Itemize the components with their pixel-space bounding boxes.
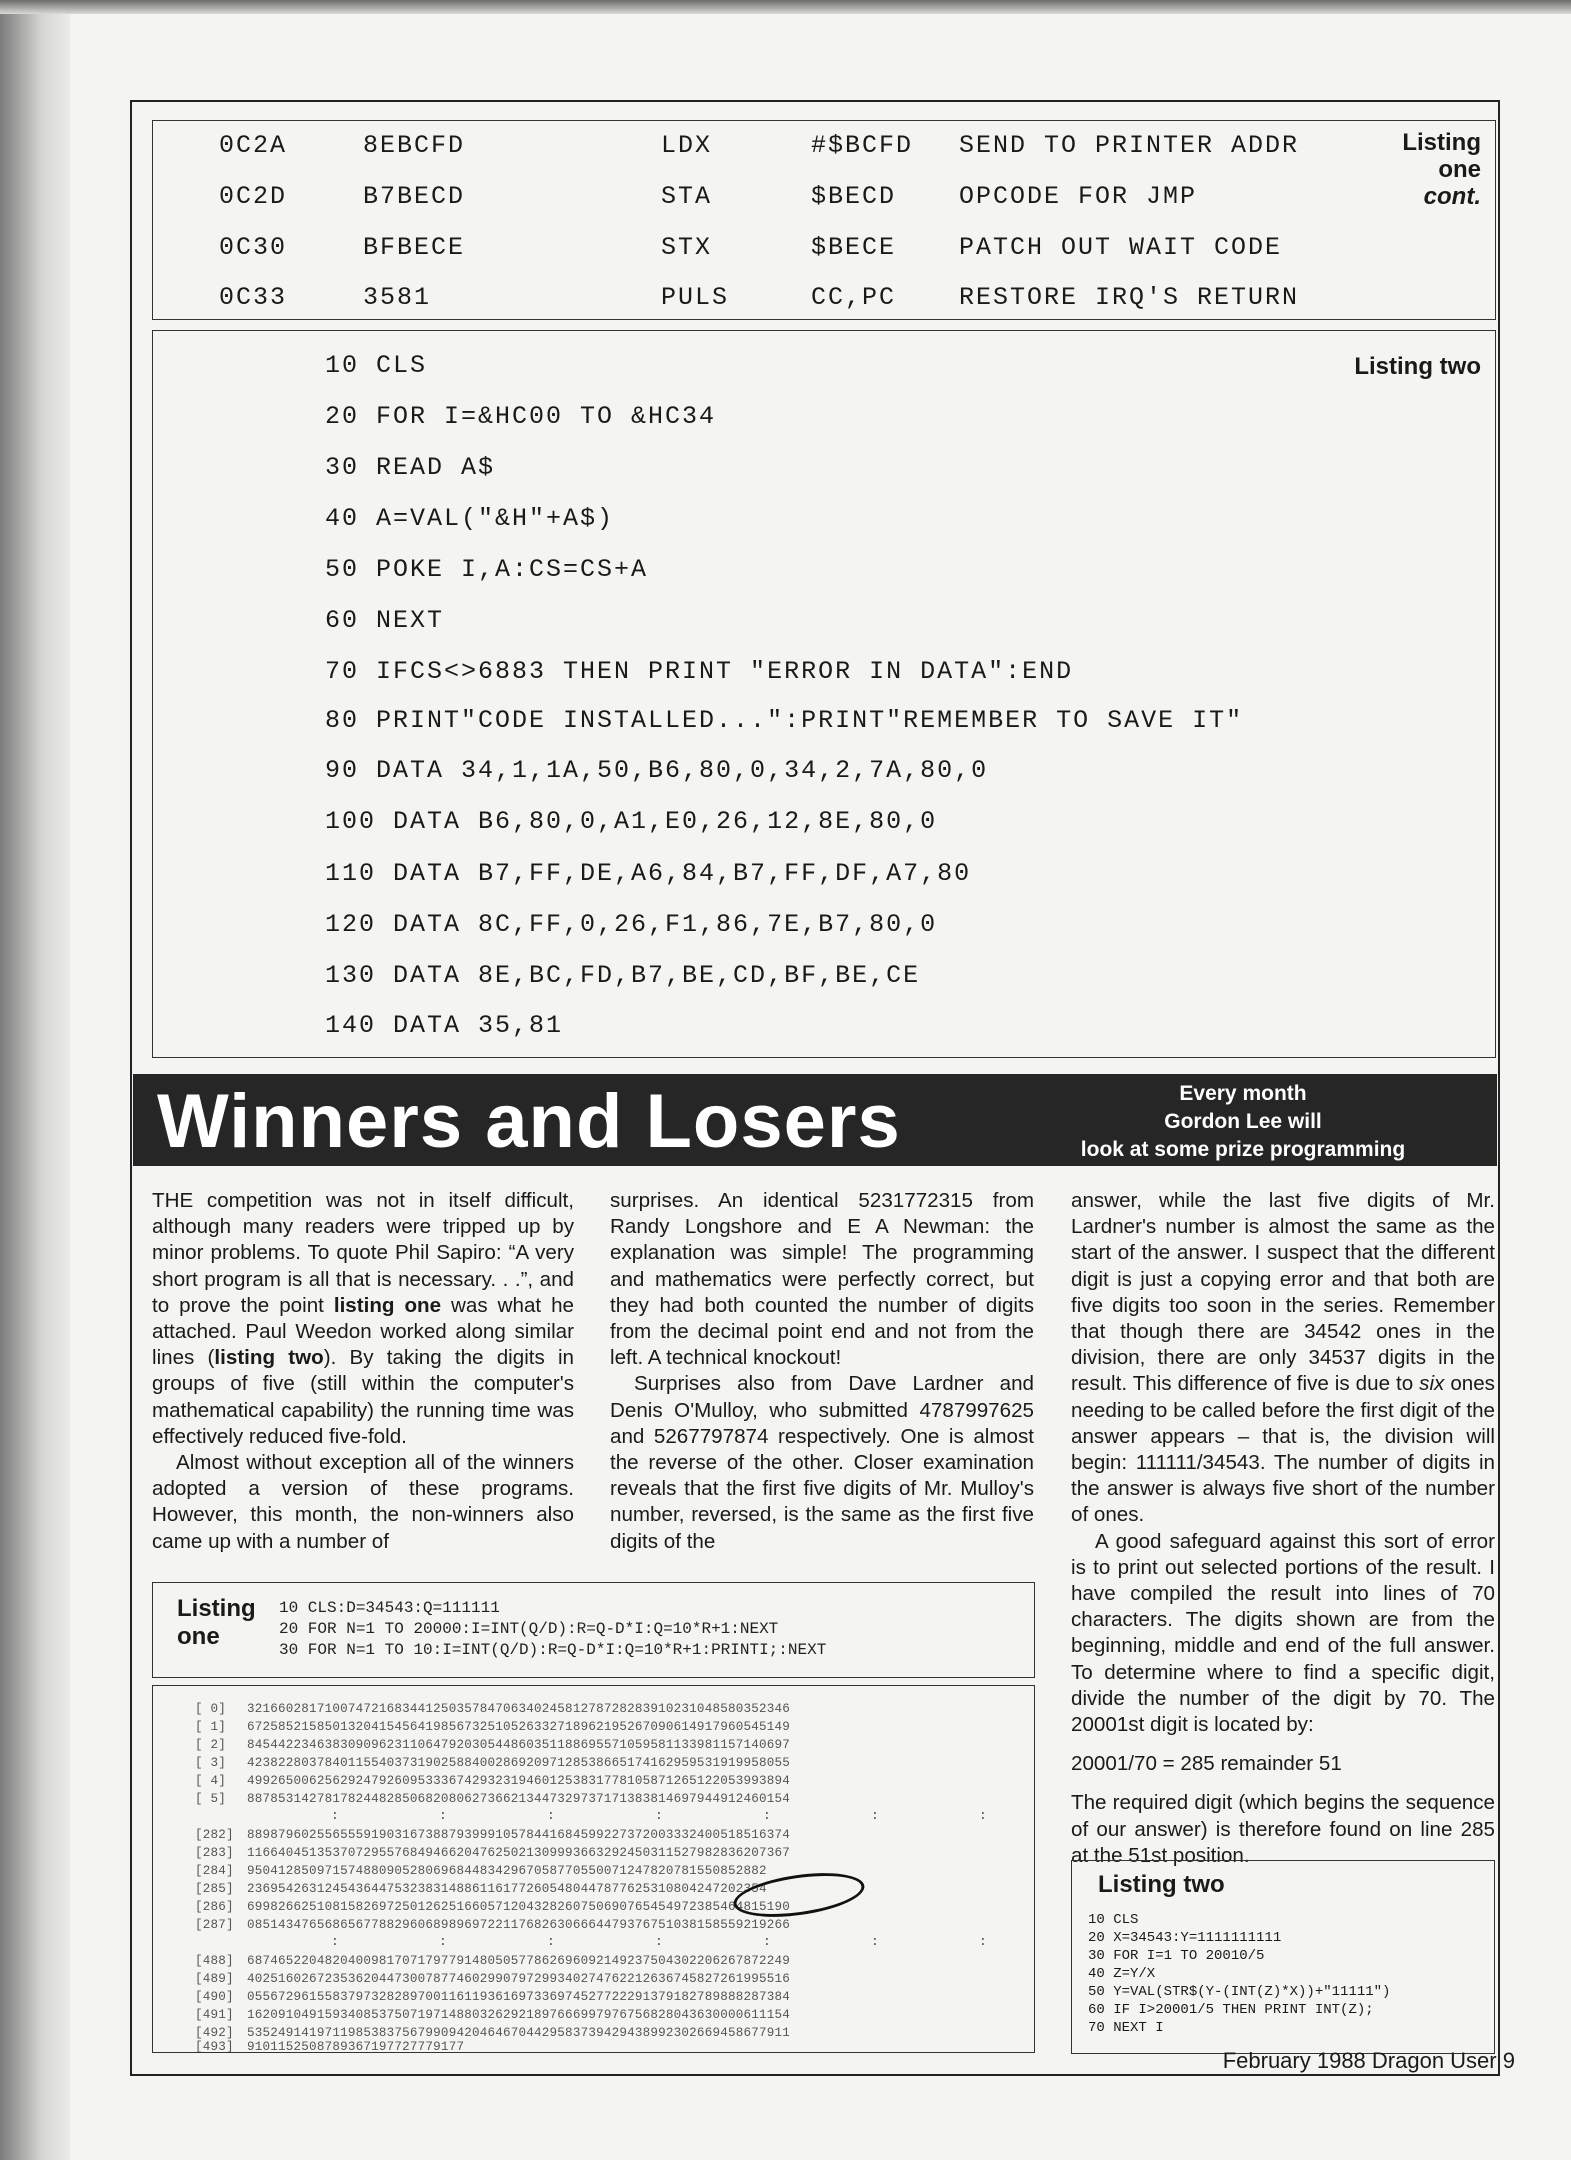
basic-line: 90 DATA 34,1,1A,50,B6,80,0,34,2,7A,80,0 xyxy=(325,756,989,785)
basic-line: 80 PRINT"CODE INSTALLED...":PRINT"REMEMBER TO SAVE IT" xyxy=(325,706,1244,735)
basic-line: 10 CLS xyxy=(1088,1912,1139,1928)
row-digits: 9101152508789367197727779177 xyxy=(247,2040,465,2053)
book-spine-shadow xyxy=(0,0,70,2160)
table-row xyxy=(195,1756,790,1770)
basic-line: 50 POKE I,A:CS=CS+A xyxy=(325,555,649,584)
asm-code: 8EBCFD xyxy=(363,131,466,160)
asm-opcode: STX xyxy=(661,233,713,262)
standfirst-line: Every month xyxy=(1179,1082,1307,1105)
table-row xyxy=(195,1792,790,1806)
row-digits: 8878531427817824482850682080627366213447329737171383814697944912460154 xyxy=(247,1792,791,1806)
table-row xyxy=(195,2026,790,2040)
row-digits: 4025160267235362044730078774602990797299340274762212636745827261995516 xyxy=(247,1972,791,1986)
row-digits: 6998266251081582697250126251660571204328260750690765454972385464815190 xyxy=(247,1900,791,1914)
table-row xyxy=(195,1828,790,1842)
text-run: was what he attached. Paul Weedon worked along similar lines ( xyxy=(152,1293,574,1370)
asm-address: 0C2D xyxy=(219,182,288,211)
table-row xyxy=(195,1846,790,1860)
basic-line: 50 Y=VAL(STR$(Y-(INT(Z)*X))+"11111") xyxy=(1088,1984,1391,2000)
paragraph: A good safeguard against this sort of error is to print out selected portions of the result. I have compiled the result into lines of 70 characters. The digits shown are from the beginning, middle and end of the full answer. To determine where to find a specific digit, divide the number of the digit by 70. The 20001st digit is located by: xyxy=(1071,1529,1495,1737)
row-digits: 4992650062562924792609533367429323194601253831778105871265122053993894 xyxy=(247,1774,791,1788)
row-digits: 4238228037840115540373190258840028692097128538665174162959531919958055 xyxy=(247,1756,791,1770)
asm-argument: #$BCFD xyxy=(811,131,914,160)
row-digits: 0556729615583797328289700116119361697336974527722291379182789888287384 xyxy=(247,1990,791,2004)
basic-line: 60 NEXT xyxy=(325,606,445,635)
label-line: one xyxy=(177,1623,220,1650)
asm-comment: PATCH OUT WAIT CODE xyxy=(959,233,1283,262)
basic-line: 20 FOR I=&HC00 TO &HC34 xyxy=(325,402,717,431)
asm-opcode: PULS xyxy=(661,283,730,312)
text-run: answer, while the last five digits of Mr. Lardner's number is almost the same as the start of the answer. I suspect that the different digit is just a copying error and that both are five digits too soon in the series. Remember that though there are 34542 ones in the division, there are only 34537 digits in the result. This difference of five is due to xyxy=(1071,1189,1495,1396)
table-row xyxy=(195,1864,767,1878)
label-line: Listing xyxy=(1402,129,1481,156)
row-index: [ 4] xyxy=(195,1774,227,1788)
basic-line: 30 FOR N=1 TO 10:I=INT(Q/D):R=Q-D*I:Q=10*R+1:PRINTI;:NEXT xyxy=(279,1641,827,1659)
row-digits: 5352491419711985383756799094204646704429583739429438992302669458677911 xyxy=(247,2026,791,2040)
asm-argument: $BECD xyxy=(811,182,897,211)
basic-line: 20 FOR N=1 TO 20000:I=INT(Q/D):R=Q-D*I:Q=10*R+1:NEXT xyxy=(279,1620,779,1638)
row-index: [284] xyxy=(195,1864,234,1878)
listing-reference: listing two xyxy=(214,1346,324,1370)
paragraph: Surprises also from Dave Lardner and Denis O'Mulloy, who submitted 4787997625 and 5267797874 respectively. One is almost the reverse of the other. Closer examination reveals that the first five digits of Mr. Mulloy's number, reversed, is the same as the first five digits of the xyxy=(610,1372,1034,1553)
row-index: [282] xyxy=(195,1828,234,1842)
row-digits: 2369542631245436447532383148861161772605480447877625310804247202354 xyxy=(247,1882,767,1896)
paragraph: Almost without exception all of the winners adopted a version of these programs. However, this month, the non-winners also came up with a number of xyxy=(152,1451,574,1553)
row-index: [491] xyxy=(195,2008,234,2022)
asm-argument: $BECE xyxy=(811,233,897,262)
listing-two-label: Listing two xyxy=(1354,353,1481,380)
article-column-2 xyxy=(610,1188,1034,1555)
row-index: [283] xyxy=(195,1846,234,1860)
equation: 20001/70 = 285 remainder 51 xyxy=(1071,1752,1342,1776)
row-digits: 1620910491593408537507197148803262921897666997976756828043630000611154 xyxy=(247,2008,791,2022)
text-run: ones needing to be called before the first digit of the answer appears – that is, the division will begin: 111111/34543. The number of digits in the answer is always five short of the number of ones. xyxy=(1071,1372,1495,1527)
paragraph xyxy=(1071,1188,1495,1529)
row-index: [286] xyxy=(195,1900,234,1914)
basic-line: 10 CLS:D=34543:Q=111111 xyxy=(279,1599,500,1617)
listing-one-label xyxy=(177,1595,256,1651)
asm-address: 0C2A xyxy=(219,131,288,160)
row-index: [ 3] xyxy=(195,1756,227,1770)
article-title: Winners and Losers xyxy=(157,1079,901,1164)
paragraph xyxy=(152,1188,574,1450)
asm-address: 0C33 xyxy=(219,283,288,312)
basic-line: 70 NEXT I xyxy=(1088,2020,1164,2036)
table-row xyxy=(195,1954,790,1968)
asm-comment: RESTORE IRQ'S RETURN xyxy=(959,283,1300,312)
article-banner xyxy=(133,1074,1497,1166)
row-digits: 8898796025565559190316738879399910578441684599227372003332400518516374 xyxy=(247,1828,791,1842)
asm-argument: CC,PC xyxy=(811,283,897,312)
page-footer xyxy=(1223,2048,1515,2074)
row-digits: 6725852158501320415456419856732510526332718962195267090614917960545149 xyxy=(247,1720,791,1734)
top-shadow xyxy=(0,0,1571,14)
basic-line: 40 Z=Y/X xyxy=(1088,1966,1156,1982)
basic-line: 30 FOR I=1 TO 20010/5 xyxy=(1088,1948,1265,1964)
table-row xyxy=(195,1918,790,1932)
basic-line: 40 A=VAL("&H"+A$) xyxy=(325,504,615,533)
standfirst-line: look at some prize programming xyxy=(1080,1138,1406,1161)
listing-one-box xyxy=(152,1582,1035,1678)
basic-line: 120 DATA 8C,FF,0,26,F1,86,7E,B7,80,0 xyxy=(325,910,938,939)
row-digits: 8454422346383090962311064792030544860351188695571059581133981157140697 xyxy=(247,1738,791,1752)
table-row xyxy=(195,1720,790,1734)
row-index: [ 0] xyxy=(195,1702,227,1716)
basic-line: 70 IFCS<>6883 THEN PRINT "ERROR IN DATA":END xyxy=(325,657,1074,686)
table-row xyxy=(195,1900,790,1914)
asm-opcode: LDX xyxy=(661,131,713,160)
row-index: [ 5] xyxy=(195,1792,227,1806)
paragraph: surprises. An identical 5231772315 from Randy Longshore and E A Newman: the explanation was simple! The programming and mathematics were perfectly correct, but they had both counted the number of digits from the decimal point end and not from the left. A technical knockout! xyxy=(610,1189,1034,1370)
basic-line: 110 DATA B7,FF,DE,A6,84,B7,FF,DF,A7,80 xyxy=(325,859,972,888)
listing-one-cont-box xyxy=(152,120,1496,320)
row-index: [492] xyxy=(195,2026,234,2040)
row-digits: 6874652204820400981707179779148050577862696092149237504302206267872249 xyxy=(247,1954,791,1968)
row-index: [488] xyxy=(195,1954,234,1968)
listing-two-box xyxy=(152,330,1496,1058)
basic-line: 140 DATA 35,81 xyxy=(325,1011,564,1040)
listing-two-small-box xyxy=(1071,1860,1495,2054)
table-row xyxy=(195,1738,790,1752)
paragraph: The required digit (which begins the sequence of our answer) is therefore found on line 285 at the 51st position. xyxy=(1071,1791,1495,1867)
listing-reference: listing one xyxy=(333,1293,442,1317)
asm-comment: OPCODE FOR JMP xyxy=(959,182,1198,211)
asm-code: BFBECE xyxy=(363,233,466,262)
row-index: [490] xyxy=(195,1990,234,2004)
basic-line: 20 X=34543:Y=1111111111 xyxy=(1088,1930,1282,1946)
row-digits: 3216602817100747216834412503578470634024581278728283910231048580352346 xyxy=(247,1702,791,1716)
article-column-3 xyxy=(1071,1188,1495,1869)
table-row xyxy=(195,1882,767,1896)
digit-table: [ 0] 3216602817100747216834412503578470634024581278728283910231048580352346 [ 1] 6725852158501320415456419856732510526332718962195267090614917960545149 [ 2] 8454422346383090962311064792030544860351188695571059581133981157140697 [ 3] 4238228037840115540373190258840028692097128538665174162959531919958055 [ 4] 4992650062562924792609533367429323194601253831778105871265122053993894 [ 5] 8878531427817824482850682080627366213447329737171383814697944912460154 : : : : : : : [282] 8898796025565559190316738879399910578441684599227372003332400518516374 [283] 1166404513537072955768494662047625021309993663292450311527982836207367 [284] 9504128509715748809052806968448342967058770550071247820781550852882 [285] 2369542631245436447532383148861161772605480447877625310804247202354 [286] 6998266251081582697250126251660571204328260750690765454972385464815190 [287] 0851434765686567788296068989697221176826306664479376751038158559219266 : : : : : : : [488] 6874652204820400981707179779148050577862696092149237504302206267872249 [489] 4025160267235362044730078774602990797299340274762212636745827261995516 [490] 0556729615583797328289700116119361697336974527722291379182789888287384 [491] 1620910491593408537507197148803262921897666997976756828043630000611154 [492] 5352491419711985383756799094204646704429583739429438992302669458677911 [493] 9101152508789367197727779177 xyxy=(152,1685,1035,2053)
footer-publication: February 1988 Dragon User xyxy=(1222,2048,1497,2073)
standfirst-line: Gordon Lee will xyxy=(1164,1110,1322,1133)
row-digits: 1166404513537072955768494662047625021309993663292450311527982836207367 xyxy=(247,1846,791,1860)
asm-code: 3581 xyxy=(363,283,432,312)
row-digits: 9504128509715748809052806968448342967058770550071247820781550852882 xyxy=(247,1864,767,1878)
asm-code: B7BECD xyxy=(363,182,466,211)
text-run: THE competition was not in itself difficult, although many readers were tripped up by minor problems. To quote Phil Sapiro: “A very short program is all that is necessary. . .”, and to prove the point xyxy=(152,1189,574,1317)
row-index: [ 1] xyxy=(195,1720,227,1734)
row-index: [287] xyxy=(195,1918,234,1932)
text-run: ). By taking the digits in groups of five (still within the computer's mathematical capability) the running time was effectively reduced five-fold. xyxy=(152,1346,575,1448)
table-row xyxy=(195,2040,464,2053)
emphasis: six xyxy=(1419,1372,1445,1396)
table-row xyxy=(195,1990,790,2004)
listing-one-cont-label xyxy=(1402,129,1481,210)
basic-line: 30 READ A$ xyxy=(325,453,496,482)
asm-address: 0C30 xyxy=(219,233,288,262)
row-index: [285] xyxy=(195,1882,234,1896)
table-row xyxy=(195,2008,790,2022)
listing-two-small-label: Listing two xyxy=(1098,1871,1225,1898)
basic-line: 130 DATA 8E,BC,FD,B7,BE,CD,BF,BE,CE xyxy=(325,961,921,990)
table-row xyxy=(195,1702,790,1716)
row-index: [ 2] xyxy=(195,1738,227,1752)
basic-line: 10 CLS xyxy=(325,351,428,380)
table-row xyxy=(195,1972,790,1986)
row-digits: 0851434765686567788296068989697221176826306664479376751038158559219266 xyxy=(247,1918,791,1932)
basic-line: 60 IF I>20001/5 THEN PRINT INT(Z); xyxy=(1088,2002,1374,2018)
basic-line: 100 DATA B6,80,0,A1,E0,26,12,8E,80,0 xyxy=(325,807,938,836)
label-line: one xyxy=(1438,156,1481,183)
table-row xyxy=(195,1774,790,1788)
row-index: [489] xyxy=(195,1972,234,1986)
page-number: 9 xyxy=(1502,2048,1515,2073)
article-column-1 xyxy=(152,1188,574,1555)
article-standfirst xyxy=(1008,1080,1478,1164)
asm-comment: SEND TO PRINTER ADDR xyxy=(959,131,1300,160)
label-line: cont. xyxy=(1423,183,1481,210)
row-index: [493] xyxy=(195,2040,234,2053)
label-line: Listing xyxy=(177,1595,256,1622)
asm-opcode: STA xyxy=(661,182,713,211)
